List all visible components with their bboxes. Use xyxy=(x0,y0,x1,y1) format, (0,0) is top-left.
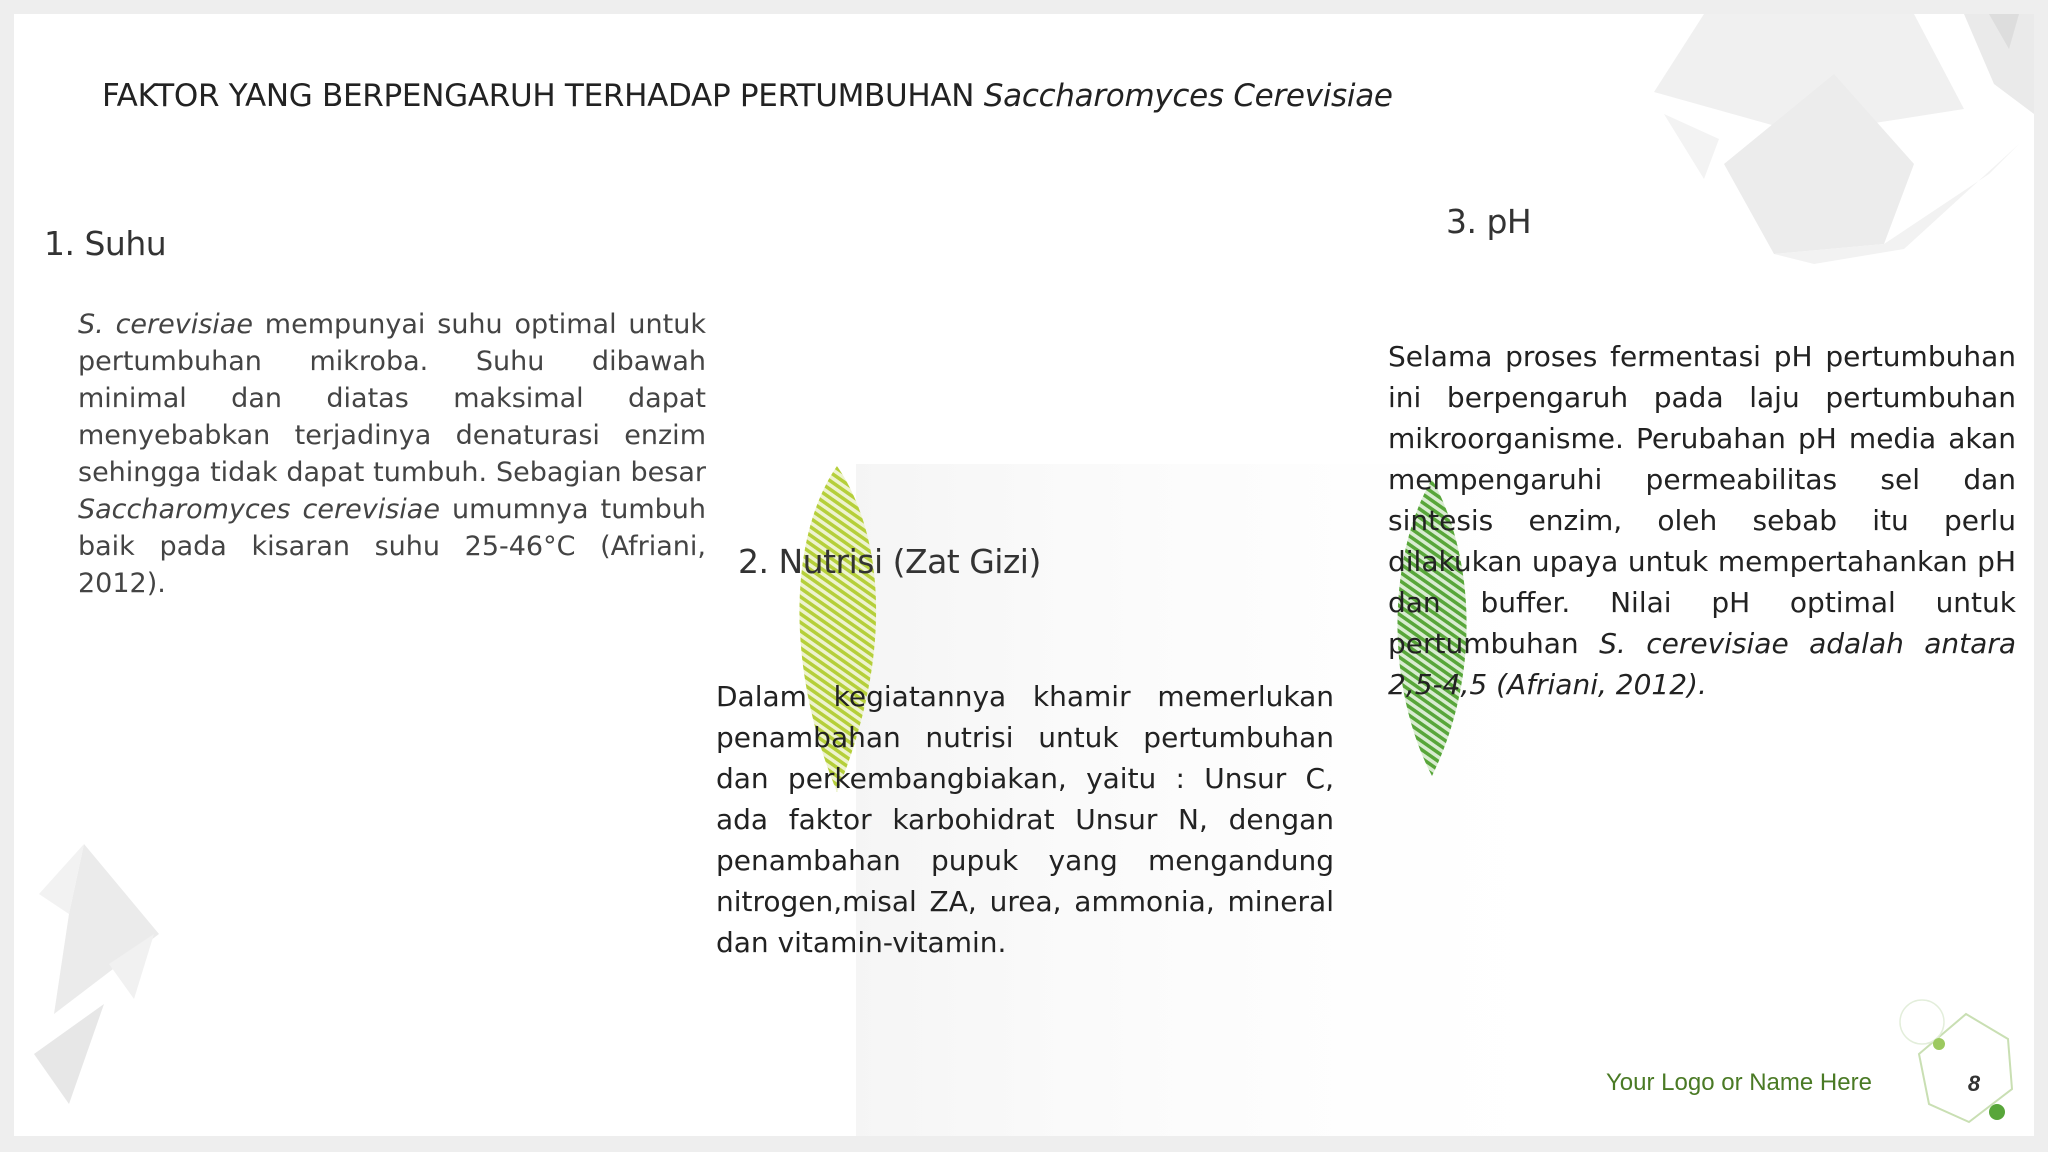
section-body-suhu xyxy=(78,306,706,602)
page-title xyxy=(102,78,1393,114)
dot-decoration xyxy=(1989,1104,2005,1120)
title-italic: Saccharomyces Cerevisiae xyxy=(983,78,1393,114)
text-segment: S. cerevisiae adalah antara 2,5-4,5 (Afriani, 2012). xyxy=(1388,627,2016,701)
dot-decoration xyxy=(1933,1038,1945,1050)
section-body-ph xyxy=(1388,336,2016,705)
text-segment: Selama proses fermentasi pH pertumbuhan ini berpengaruh pada laju pertumbuhan mikroorganisme. Perubahan pH media akan mempengaruhi permeabilitas sel dan sintesis enzim, oleh sebab itu perlu dilakukan upaya untuk mempertahankan pH dan buffer. Nilai pH optimal untuk pertumbuhan xyxy=(1388,340,2016,660)
section-heading-suhu: 1. Suhu xyxy=(44,224,167,263)
section-heading-ph: 3. pH xyxy=(1446,202,1532,241)
polygon-decoration xyxy=(1654,14,2034,264)
text-segment: umumnya tumbuh baik pada kisaran suhu 25-46°C (Afriani, 2012). xyxy=(78,494,706,599)
page-badge xyxy=(1900,1000,2012,1122)
section-heading-nutrisi: 2. Nutrisi (Zat Gizi) xyxy=(738,542,1041,581)
title-main: FAKTOR YANG BERPENGARUH TERHADAP PERTUMBUHAN xyxy=(102,78,984,114)
section-body-nutrisi xyxy=(716,676,1334,963)
text-segment: Saccharomyces cerevisiae xyxy=(78,494,440,525)
text-segment: Dalam kegiatannya khamir memerlukan penambahan nutrisi untuk pertumbuhan dan perkembangbiakan, yaitu : Unsur C, ada faktor karbohidrat Unsur N, dengan penambahan pupuk yang mengandung nitrogen,misal ZA, urea, ammonia, mineral dan vitamin-vitamin. xyxy=(716,680,1334,959)
slide xyxy=(14,14,2034,1136)
footer-logo-text: Your Logo or Name Here xyxy=(1606,1069,1872,1096)
polygon-decoration xyxy=(34,844,159,1104)
text-segment: S. cerevisiae xyxy=(78,309,253,340)
text-segment: mempunyai suhu optimal untuk pertumbuhan mikroba. Suhu dibawah minimal dan diatas maksimal dapat menyebabkan terjadinya denaturasi enzim sehingga tidak dapat tumbuh. Sebagian besar xyxy=(78,309,706,488)
page-number: 8 xyxy=(1967,1071,1981,1096)
